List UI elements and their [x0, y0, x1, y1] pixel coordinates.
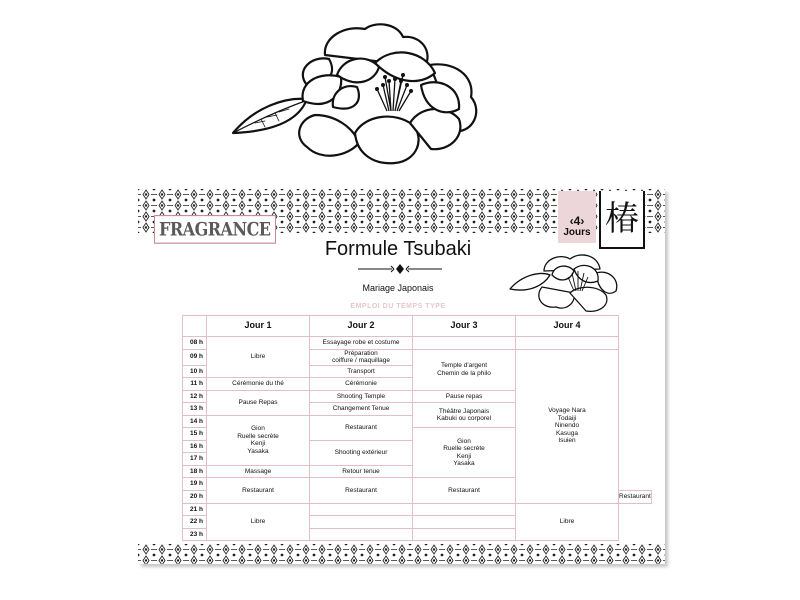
table-header-row	[183, 316, 652, 337]
slot-d2-changement: Changement Tenue	[310, 403, 413, 416]
hour-label: 21 h	[183, 503, 207, 516]
hour-label: 08 h	[183, 337, 207, 350]
slot-d4-restaurant: Restaurant	[619, 491, 652, 504]
camellia-illustration	[225, 15, 505, 175]
slot-d2-shooting-temple: Shooting Temple	[310, 390, 413, 403]
column-header-day1: Jour 1	[207, 316, 310, 337]
hour-label: 23 h	[183, 528, 207, 541]
cell-line: Préparation	[344, 349, 378, 357]
slot-d4-libre: Libre	[516, 503, 619, 541]
hour-label: 11 h	[183, 378, 207, 391]
cell-line: Temple d'argent	[440, 362, 488, 370]
hour-label: 14 h	[183, 415, 207, 428]
slot-d1-gion	[207, 415, 310, 465]
corner-cell	[183, 316, 207, 337]
slot-d2-shooting-exterieur: Shooting extérieur	[310, 440, 413, 465]
slot-d3-temple	[413, 349, 516, 390]
hour-label: 15 h	[183, 428, 207, 441]
hour-label: 16 h	[183, 440, 207, 453]
slot-d2-restaurant: Restaurant	[310, 478, 413, 503]
slot-d2-transport: Transport	[310, 365, 413, 378]
brand-logo: FRAGRANCE	[154, 215, 276, 244]
slot-d4-voyage	[516, 349, 619, 503]
cell-line: Ruelle secrète	[237, 432, 279, 440]
column-header-day3: Jour 3	[413, 316, 516, 337]
slot-d1-restaurant: Restaurant	[207, 478, 310, 503]
hour-label: 13 h	[183, 403, 207, 416]
cell-line: Voyage Nara	[548, 407, 586, 415]
schedule-document	[138, 189, 665, 564]
slot-d1-libre: Libre	[207, 337, 310, 378]
days-number: ‹4›	[569, 214, 585, 228]
slot-d1-pause-repas: Pause Repas	[207, 390, 310, 415]
kanji-character: 椿	[605, 199, 639, 239]
cell-line: Kenji	[456, 452, 472, 460]
slot-d3-restaurant: Restaurant	[413, 478, 516, 503]
cell-line: Gion	[251, 425, 265, 433]
hour-label: 19 h	[183, 478, 207, 491]
column-header-day4: Jour 4	[516, 316, 619, 337]
slot-d1-ceremonie-the: Cérémonie du thé	[207, 378, 310, 391]
cell-line: Kasuga	[555, 429, 579, 437]
hour-label: 12 h	[183, 390, 207, 403]
table-row	[183, 503, 652, 516]
cell-line: Kenji	[250, 440, 266, 448]
title-ornament	[358, 263, 442, 275]
slot-d3-pause-repas: Pause repas	[413, 390, 516, 403]
page-title: Formule Tsubaki	[324, 238, 472, 260]
slot-d2-restaurant-midday: Restaurant	[310, 415, 413, 440]
slot-d1-massage: Massage	[207, 465, 310, 478]
cell-line: Todaiji	[557, 414, 577, 422]
subtitle: Mariage Japonais	[362, 283, 434, 293]
hour-label: 10 h	[183, 365, 207, 378]
days-label: Jours	[563, 227, 591, 238]
column-header-day2: Jour 2	[310, 316, 413, 337]
cell-line: Théâtre Japonais	[438, 407, 490, 415]
schedule-table	[182, 315, 652, 541]
slot-d2-empty	[310, 516, 413, 529]
cell-line: Yasaka	[247, 447, 269, 455]
cell-line: Ninendo	[554, 422, 580, 430]
slot-d2-ceremonie: Cérémonie	[310, 378, 413, 391]
small-camellia-illustration	[508, 241, 628, 313]
table-row	[183, 337, 652, 350]
slot-d1-libre-evening: Libre	[207, 503, 310, 541]
cell-line: Chemin de la philo	[437, 369, 491, 377]
slot-d2-empty	[310, 503, 413, 516]
slot-d3-empty	[413, 516, 516, 529]
cell-line: Isuien	[558, 437, 576, 445]
bottom-pattern-band	[138, 544, 665, 564]
slot-d2-essayage: Essayage robe et costume	[310, 337, 413, 350]
hour-label: 18 h	[183, 465, 207, 478]
hour-label: 09 h	[183, 349, 207, 365]
hour-label: 20 h	[183, 491, 207, 504]
cell-line: Ruelle secrète	[443, 445, 485, 453]
cell-line: Kabuki ou corporel	[436, 415, 492, 423]
slot-d3-empty	[413, 337, 516, 350]
cell-line: Yasaka	[453, 460, 475, 468]
slot-d2-preparation	[310, 349, 413, 365]
hour-label: 22 h	[183, 516, 207, 529]
slot-d2-retour: Retour tenue	[310, 465, 413, 478]
slot-d3-gion	[413, 428, 516, 478]
cell-line: Gion	[457, 437, 471, 445]
slot-d4-empty	[516, 337, 619, 350]
slot-d2-empty	[310, 528, 413, 541]
slot-d3-empty	[413, 503, 516, 516]
cell-line: coiffure / maquillage	[331, 357, 391, 365]
slot-d3-empty	[413, 528, 516, 541]
hour-label: 17 h	[183, 453, 207, 466]
days-badge	[558, 191, 596, 243]
section-label: EMPLOI DU TEMPS TYPE	[350, 303, 446, 310]
slot-d3-theatre	[413, 403, 516, 428]
